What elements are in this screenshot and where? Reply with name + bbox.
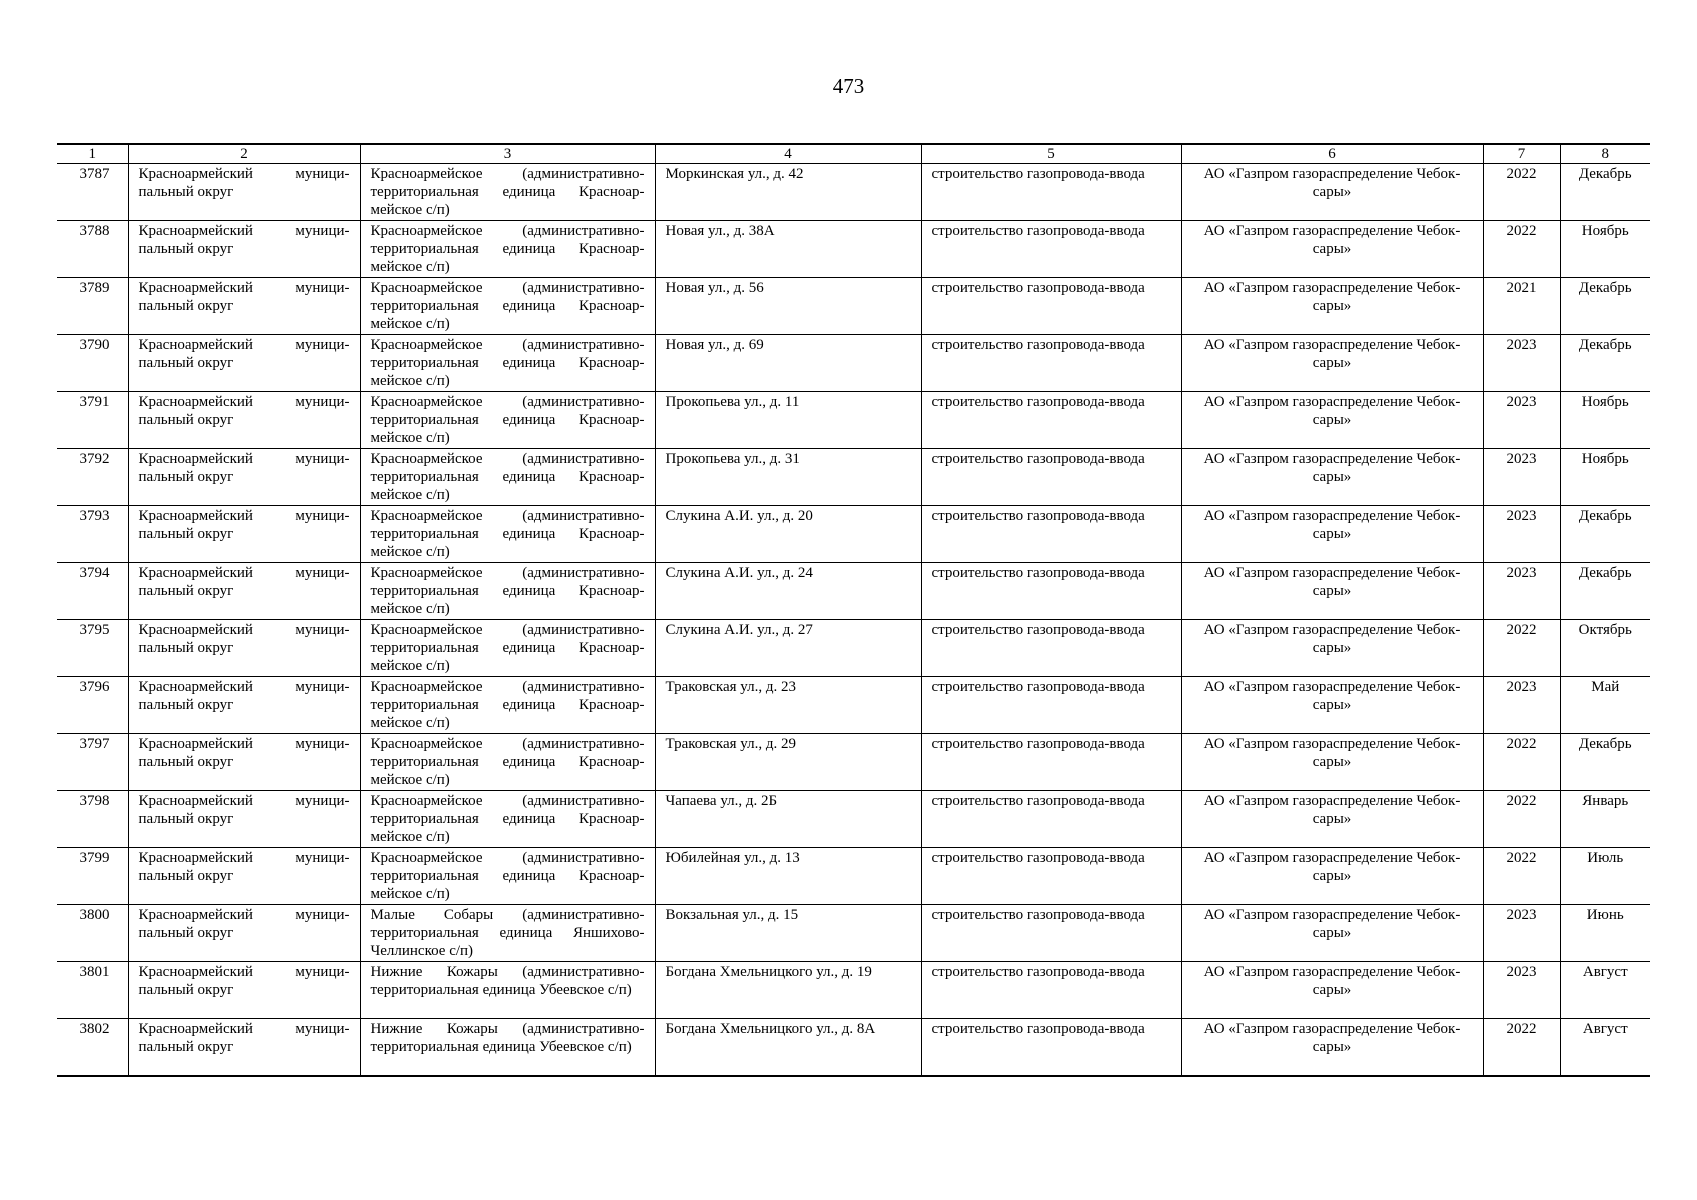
territory-cell: Красноармейское (административно-территориальная единица Красноар-мейское с/п)	[360, 335, 655, 392]
row-number: 3795	[57, 620, 128, 677]
table-row	[57, 164, 1650, 221]
year-cell: 2022	[1483, 734, 1560, 791]
district-cell: Красноармейский муници-пальный округ	[128, 278, 360, 335]
district-cell: Красноармейский муници-пальный округ	[128, 164, 360, 221]
row-number: 3787	[57, 164, 128, 221]
work-type-cell: строительство газопровода-ввода	[921, 620, 1181, 677]
organization-cell: АО «Газпром газораспределение Чебок-сары»	[1181, 449, 1483, 506]
month-cell: Июнь	[1560, 905, 1650, 962]
organization-cell: АО «Газпром газораспределение Чебок-сары»	[1181, 563, 1483, 620]
column-header: 7	[1483, 144, 1560, 164]
organization-cell: АО «Газпром газораспределение Чебок-сары»	[1181, 506, 1483, 563]
table-row	[57, 677, 1650, 734]
year-cell: 2023	[1483, 677, 1560, 734]
column-header: 5	[921, 144, 1181, 164]
year-cell: 2021	[1483, 278, 1560, 335]
table-row	[57, 962, 1650, 1019]
organization-cell: АО «Газпром газораспределение Чебок-сары»	[1181, 848, 1483, 905]
territory-cell: Нижние Кожары (административно-территориальная единица Убеевское с/п)	[360, 1019, 655, 1076]
table-row	[57, 848, 1650, 905]
year-cell: 2023	[1483, 905, 1560, 962]
address-cell: Прокопьева ул., д. 11	[655, 392, 921, 449]
month-cell: Ноябрь	[1560, 392, 1650, 449]
organization-cell: АО «Газпром газораспределение Чебок-сары»	[1181, 335, 1483, 392]
district-cell: Красноармейский муници-пальный округ	[128, 1019, 360, 1076]
month-cell: Май	[1560, 677, 1650, 734]
month-cell: Ноябрь	[1560, 221, 1650, 278]
month-cell: Декабрь	[1560, 563, 1650, 620]
year-cell: 2022	[1483, 221, 1560, 278]
table-row	[57, 563, 1650, 620]
organization-cell: АО «Газпром газораспределение Чебок-сары»	[1181, 164, 1483, 221]
year-cell: 2023	[1483, 962, 1560, 1019]
table-row	[57, 1019, 1650, 1076]
table-row	[57, 335, 1650, 392]
territory-cell: Красноармейское (административно-территориальная единица Красноар-мейское с/п)	[360, 164, 655, 221]
district-cell: Красноармейский муници-пальный округ	[128, 962, 360, 1019]
table-header	[57, 144, 1650, 164]
territory-cell: Красноармейское (административно-территориальная единица Красноар-мейское с/п)	[360, 449, 655, 506]
work-type-cell: строительство газопровода-ввода	[921, 962, 1181, 1019]
year-cell: 2022	[1483, 620, 1560, 677]
year-cell: 2023	[1483, 392, 1560, 449]
territory-cell: Малые Собары (административно-территориальная единица Яншихово-Челлинское с/п)	[360, 905, 655, 962]
territory-cell: Красноармейское (административно-территориальная единица Красноар-мейское с/п)	[360, 620, 655, 677]
month-cell: Август	[1560, 1019, 1650, 1076]
territory-cell: Красноармейское (административно-территориальная единица Красноар-мейское с/п)	[360, 677, 655, 734]
row-number: 3802	[57, 1019, 128, 1076]
organization-cell: АО «Газпром газораспределение Чебок-сары»	[1181, 905, 1483, 962]
work-type-cell: строительство газопровода-ввода	[921, 677, 1181, 734]
year-cell: 2023	[1483, 335, 1560, 392]
table-row	[57, 734, 1650, 791]
row-number: 3801	[57, 962, 128, 1019]
territory-cell: Красноармейское (административно-территориальная единица Красноар-мейское с/п)	[360, 734, 655, 791]
work-type-cell: строительство газопровода-ввода	[921, 848, 1181, 905]
organization-cell: АО «Газпром газораспределение Чебок-сары»	[1181, 221, 1483, 278]
district-cell: Красноармейский муници-пальный округ	[128, 221, 360, 278]
month-cell: Декабрь	[1560, 506, 1650, 563]
territory-cell: Красноармейское (административно-территориальная единица Красноар-мейское с/п)	[360, 791, 655, 848]
column-header: 8	[1560, 144, 1650, 164]
organization-cell: АО «Газпром газораспределение Чебок-сары»	[1181, 962, 1483, 1019]
work-type-cell: строительство газопровода-ввода	[921, 278, 1181, 335]
organization-cell: АО «Газпром газораспределение Чебок-сары»	[1181, 392, 1483, 449]
address-cell: Слукина А.И. ул., д. 20	[655, 506, 921, 563]
row-number: 3796	[57, 677, 128, 734]
organization-cell: АО «Газпром газораспределение Чебок-сары»	[1181, 278, 1483, 335]
row-number: 3788	[57, 221, 128, 278]
territory-cell: Красноармейское (административно-территориальная единица Красноар-мейское с/п)	[360, 563, 655, 620]
work-type-cell: строительство газопровода-ввода	[921, 1019, 1181, 1076]
territory-cell: Красноармейское (административно-территориальная единица Красноар-мейское с/п)	[360, 848, 655, 905]
year-cell: 2023	[1483, 449, 1560, 506]
address-cell: Моркинская ул., д. 42	[655, 164, 921, 221]
work-type-cell: строительство газопровода-ввода	[921, 506, 1181, 563]
row-number: 3794	[57, 563, 128, 620]
row-number: 3791	[57, 392, 128, 449]
address-cell: Богдана Хмельницкого ул., д. 19	[655, 962, 921, 1019]
organization-cell: АО «Газпром газораспределение Чебок-сары»	[1181, 1019, 1483, 1076]
month-cell: Декабрь	[1560, 335, 1650, 392]
month-cell: Октябрь	[1560, 620, 1650, 677]
month-cell: Январь	[1560, 791, 1650, 848]
year-cell: 2022	[1483, 848, 1560, 905]
address-cell: Юбилейная ул., д. 13	[655, 848, 921, 905]
column-header: 2	[128, 144, 360, 164]
work-type-cell: строительство газопровода-ввода	[921, 905, 1181, 962]
row-number: 3799	[57, 848, 128, 905]
row-number: 3792	[57, 449, 128, 506]
table-row	[57, 905, 1650, 962]
district-cell: Красноармейский муници-пальный округ	[128, 734, 360, 791]
address-cell: Траковская ул., д. 23	[655, 677, 921, 734]
address-cell: Вокзальная ул., д. 15	[655, 905, 921, 962]
month-cell: Декабрь	[1560, 164, 1650, 221]
month-cell: Декабрь	[1560, 734, 1650, 791]
table-row	[57, 449, 1650, 506]
row-number: 3797	[57, 734, 128, 791]
territory-cell: Красноармейское (административно-территориальная единица Красноар-мейское с/п)	[360, 278, 655, 335]
district-cell: Красноармейский муници-пальный округ	[128, 905, 360, 962]
address-cell: Траковская ул., д. 29	[655, 734, 921, 791]
month-cell: Август	[1560, 962, 1650, 1019]
territory-cell: Красноармейское (административно-территориальная единица Красноар-мейское с/п)	[360, 506, 655, 563]
address-cell: Богдана Хмельницкого ул., д. 8А	[655, 1019, 921, 1076]
page-number: 473	[832, 74, 865, 98]
table-row	[57, 791, 1650, 848]
district-cell: Красноармейский муници-пальный округ	[128, 392, 360, 449]
month-cell: Июль	[1560, 848, 1650, 905]
organization-cell: АО «Газпром газораспределение Чебок-сары»	[1181, 677, 1483, 734]
work-type-cell: строительство газопровода-ввода	[921, 734, 1181, 791]
register-table	[57, 143, 1650, 1077]
table-body	[57, 164, 1650, 1076]
month-cell: Декабрь	[1560, 278, 1650, 335]
work-type-cell: строительство газопровода-ввода	[921, 221, 1181, 278]
organization-cell: АО «Газпром газораспределение Чебок-сары»	[1181, 791, 1483, 848]
organization-cell: АО «Газпром газораспределение Чебок-сары»	[1181, 734, 1483, 791]
territory-cell: Красноармейское (административно-территориальная единица Красноар-мейское с/п)	[360, 392, 655, 449]
column-header: 4	[655, 144, 921, 164]
column-header: 1	[57, 144, 128, 164]
year-cell: 2022	[1483, 791, 1560, 848]
district-cell: Красноармейский муници-пальный округ	[128, 620, 360, 677]
column-header: 3	[360, 144, 655, 164]
territory-cell: Нижние Кожары (административно-территориальная единица Убеевское с/п)	[360, 962, 655, 1019]
table-row	[57, 392, 1650, 449]
year-cell: 2023	[1483, 563, 1560, 620]
address-cell: Новая ул., д. 38А	[655, 221, 921, 278]
address-cell: Новая ул., д. 69	[655, 335, 921, 392]
table-row	[57, 506, 1650, 563]
year-cell: 2023	[1483, 506, 1560, 563]
column-number-row	[57, 144, 1650, 164]
district-cell: Красноармейский муници-пальный округ	[128, 791, 360, 848]
year-cell: 2022	[1483, 164, 1560, 221]
row-number: 3793	[57, 506, 128, 563]
row-number: 3789	[57, 278, 128, 335]
district-cell: Красноармейский муници-пальный округ	[128, 848, 360, 905]
row-number: 3798	[57, 791, 128, 848]
district-cell: Красноармейский муници-пальный округ	[128, 506, 360, 563]
work-type-cell: строительство газопровода-ввода	[921, 392, 1181, 449]
month-cell: Ноябрь	[1560, 449, 1650, 506]
district-cell: Красноармейский муници-пальный округ	[128, 563, 360, 620]
row-number: 3800	[57, 905, 128, 962]
address-cell: Чапаева ул., д. 2Б	[655, 791, 921, 848]
column-header: 6	[1181, 144, 1483, 164]
work-type-cell: строительство газопровода-ввода	[921, 335, 1181, 392]
district-cell: Красноармейский муници-пальный округ	[128, 335, 360, 392]
table-row	[57, 221, 1650, 278]
work-type-cell: строительство газопровода-ввода	[921, 449, 1181, 506]
address-cell: Слукина А.И. ул., д. 27	[655, 620, 921, 677]
work-type-cell: строительство газопровода-ввода	[921, 164, 1181, 221]
row-number: 3790	[57, 335, 128, 392]
organization-cell: АО «Газпром газораспределение Чебок-сары»	[1181, 620, 1483, 677]
district-cell: Красноармейский муници-пальный округ	[128, 677, 360, 734]
work-type-cell: строительство газопровода-ввода	[921, 791, 1181, 848]
year-cell: 2022	[1483, 1019, 1560, 1076]
address-cell: Слукина А.И. ул., д. 24	[655, 563, 921, 620]
work-type-cell: строительство газопровода-ввода	[921, 563, 1181, 620]
territory-cell: Красноармейское (административно-территориальная единица Красноар-мейское с/п)	[360, 221, 655, 278]
table-row	[57, 620, 1650, 677]
table-row	[57, 278, 1650, 335]
district-cell: Красноармейский муници-пальный округ	[128, 449, 360, 506]
address-cell: Новая ул., д. 56	[655, 278, 921, 335]
address-cell: Прокопьева ул., д. 31	[655, 449, 921, 506]
